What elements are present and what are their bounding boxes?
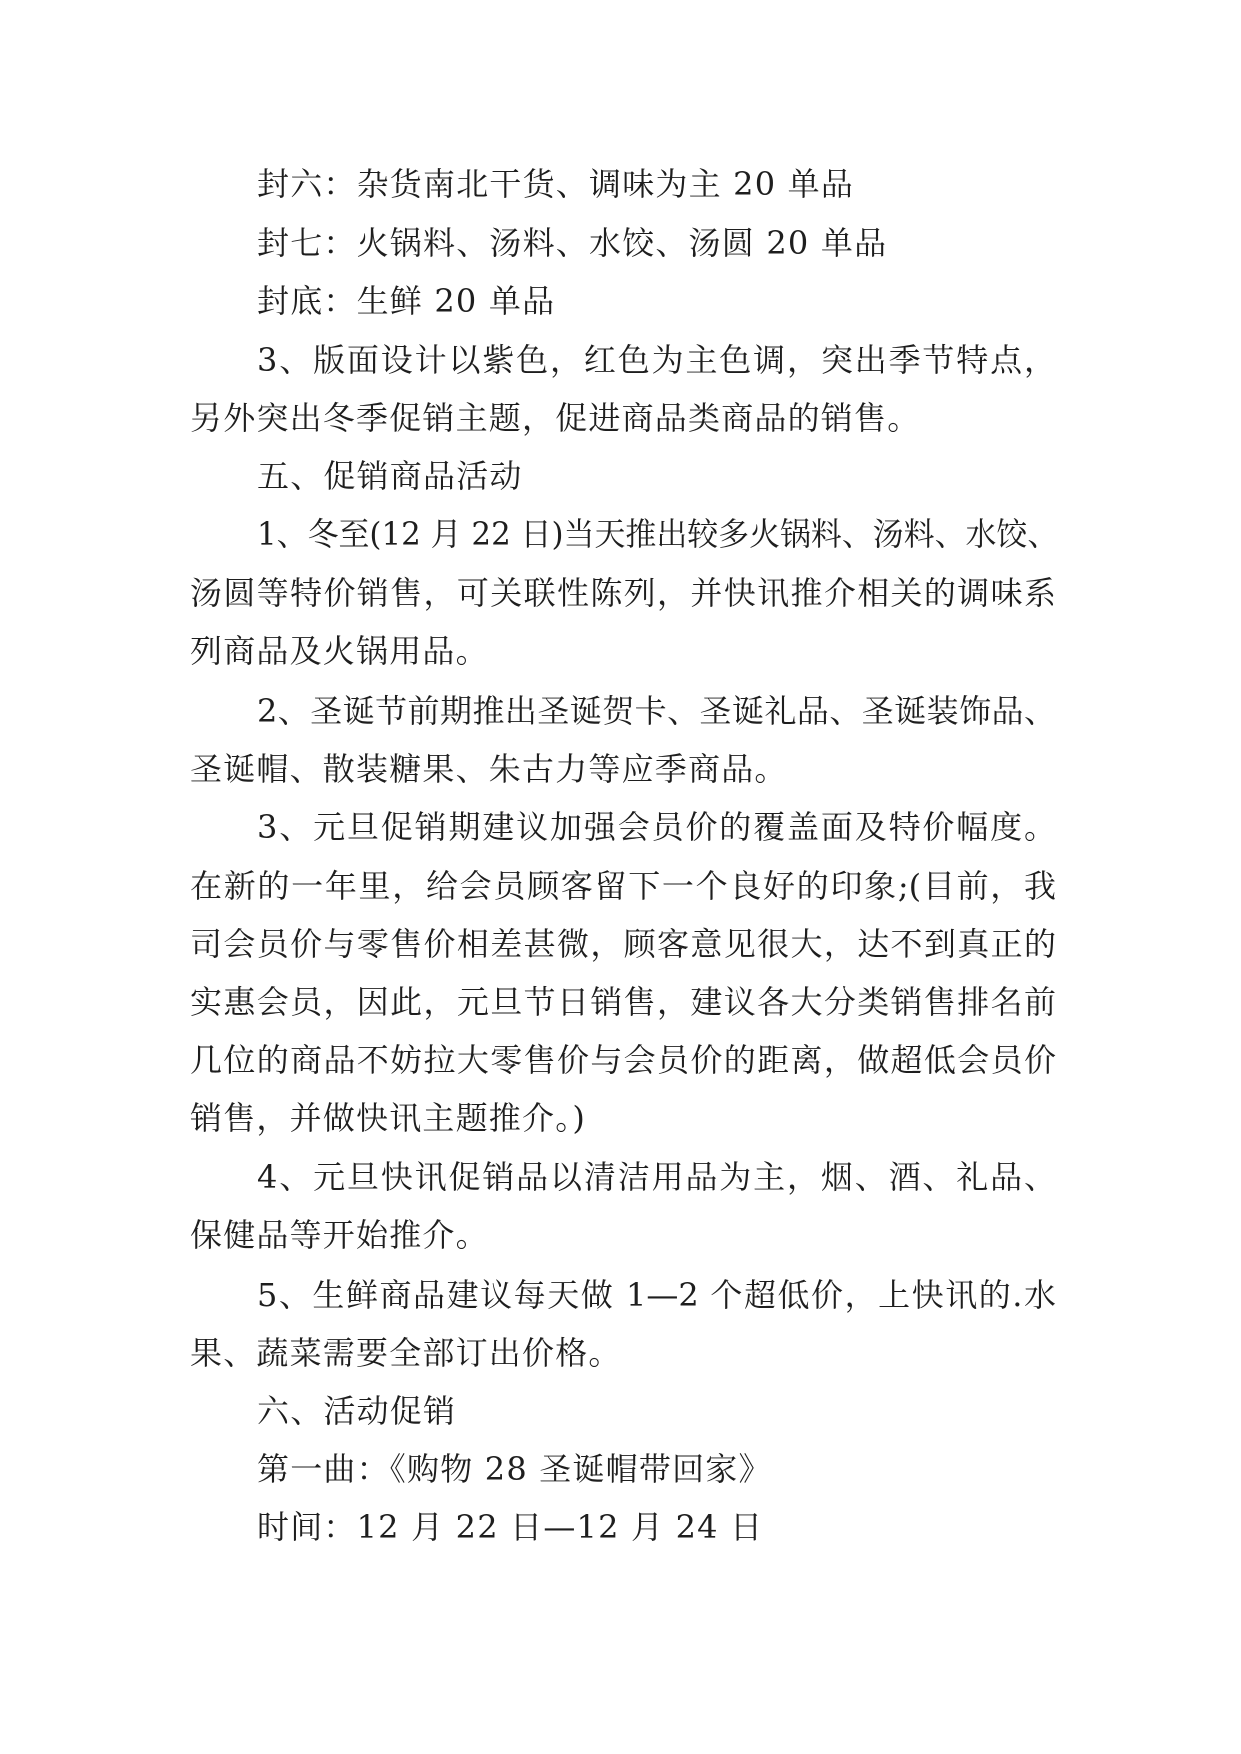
text-line: 封七：火锅料、汤料、水饺、汤圆 20 单品 [257, 224, 888, 262]
text-line: 4、元旦快讯促销品以清洁用品为主，烟、酒、礼品、 [257, 1158, 1056, 1196]
text-line: 1、冬至(12 月 22 日)当天推出较多火锅料、汤料、水饺、 [257, 515, 1059, 553]
text-line: 封底：生鲜 20 单品 [257, 282, 556, 320]
text-line: 实惠会员，因此，元旦节日销售，建议各大分类销售排名前 [190, 983, 1056, 1021]
text-line: 在新的一年里，给会员顾客留下一个良好的印象;(目前，我 [190, 867, 1056, 905]
text-line: 销售，并做快讯主题推介。) [190, 1099, 587, 1137]
text-line: 3、版面设计以紫色，红色为主色调，突出季节特点， [257, 341, 1056, 379]
text-line: 几位的商品不妨拉大零售价与会员价的距离，做超低会员价 [190, 1041, 1056, 1079]
text-line: 司会员价与零售价相差甚微，顾客意见很大，达不到真正的 [190, 925, 1056, 963]
text-line: 封六：杂货南北干货、调味为主 20 单品 [257, 165, 855, 203]
text-line: 时间：12 月 22 日—12 月 24 日 [257, 1508, 764, 1546]
text-line: 第一曲：《购物 28 圣诞帽带回家》 [257, 1450, 772, 1488]
section-heading: 五、促销商品活动 [257, 457, 523, 495]
text-line: 3、元旦促销期建议加强会员价的覆盖面及特价幅度。 [257, 808, 1056, 846]
text-line: 保健品等开始推介。 [190, 1216, 489, 1254]
text-line: 2、圣诞节前期推出圣诞贺卡、圣诞礼品、圣诞装饰品、 [257, 692, 1056, 730]
text-line: 圣诞帽、散装糖果、朱古力等应季商品。 [190, 750, 788, 788]
text-line: 果、蔬菜需要全部订出价格。 [190, 1334, 622, 1372]
text-line: 5、生鲜商品建议每天做 1—2 个超低价，上快讯的.水 [257, 1276, 1056, 1314]
text-line: 列商品及火锅用品。 [190, 632, 489, 670]
section-heading: 六、活动促销 [257, 1392, 457, 1430]
text-line: 汤圆等特价销售，可关联性陈列，并快讯推介相关的调味系 [190, 574, 1056, 612]
text-line: 另外突出冬季促销主题，促进商品类商品的销售。 [190, 399, 921, 437]
